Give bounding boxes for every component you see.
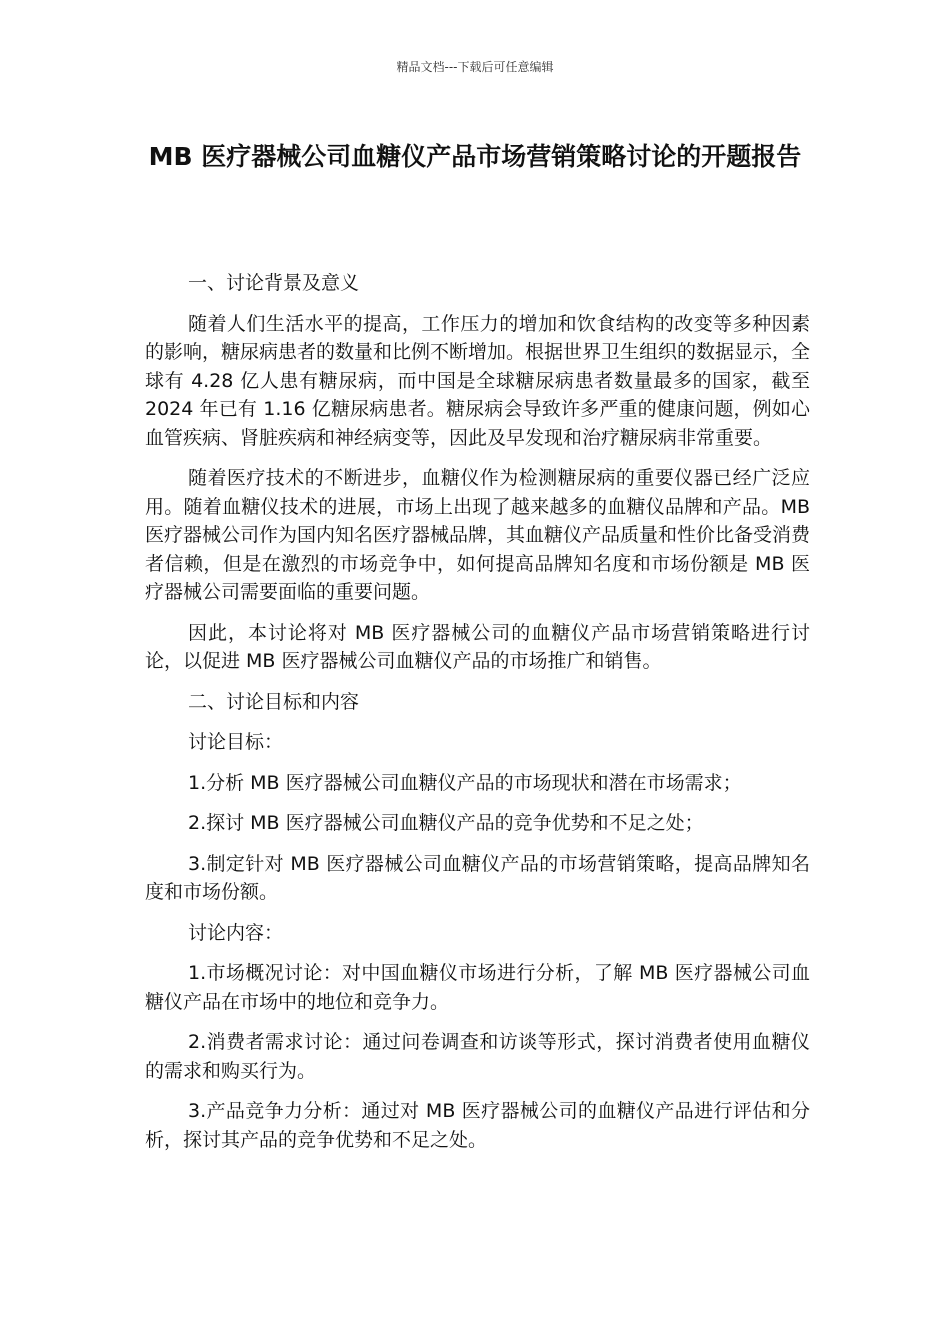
goals-label: 讨论目标： (188, 731, 284, 753)
content-item-3: 3.产品竞争力分析：通过对 MB 医疗器械公司的血糖仪产品进行评估和分析，探讨其产品的竞争优势和不足之处。 (145, 1100, 810, 1151)
content-item-1: 1.市场概况讨论：对中国血糖仪市场进行分析，了解 MB 医疗器械公司血糖仪产品在市场中的地位和竞争力。 (145, 962, 810, 1013)
goal-item-3: 3.制定针对 MB 医疗器械公司血糖仪产品的市场营销策略，提高品牌知名度和市场份额。 (145, 852, 810, 903)
content-item-2: 2.消费者需求讨论：通过问卷调查和访谈等形式，探讨消费者使用血糖仪的需求和购买行为。 (145, 1031, 810, 1082)
header-note: 精品文档---下载后可任意编辑 (396, 60, 554, 74)
section-heading-background: 一、讨论背景及意义 (188, 272, 360, 294)
section-heading-goals: 二、讨论目标和内容 (188, 690, 360, 713)
paragraph-background-3: 因此，本讨论将对 MB 医疗器械公司的血糖仪产品市场营销策略进行讨论，以促进 MB 医疗器械公司血糖仪产品的市场推广和销售。 (145, 621, 810, 672)
paragraph-background-2: 随着医疗技术的不断进步，血糖仪作为检测糖尿病的重要仪器已经广泛应用。随着血糖仪技术的进展，市场上出现了越来越多的血糖仪品牌和产品。MB 医疗器械公司作为国内知名医疗器械品牌，其血糖仪产品质量和性价比备受消费者信赖，但是在激烈的市场竞争中，如何提高品牌知名度和市场份额是 MB 医疗器械公司需要面临的重要问题。 (145, 467, 811, 603)
paragraph-background-1: 随着人们生活水平的提高，工作压力的增加和饮食结构的改变等多种因素的影响，糖尿病患者的数量和比例不断增加。根据世界卫生组织的数据显示，全球有 4.28 亿人患有糖尿病，而中国是全球糖尿病患者数量最多的国家，截至 2024 年已有 1.16 亿糖尿病患者。糖尿病会导致许多严重的健康问题，例如心血管疾病、肾脏疾病和神经病变等，因此及早发现和治疗糖尿病非常重要。 (145, 312, 811, 449)
document-title: MB 医疗器械公司血糖仪产品市场营销策略讨论的开题报告 (148, 142, 802, 171)
goal-item-2: 2.探讨 MB 医疗器械公司血糖仪产品的竞争优势和不足之处； (188, 812, 704, 834)
document-body (145, 269, 810, 1166)
content-label: 讨论内容： (188, 921, 284, 944)
goal-item-1: 1.分析 MB 医疗器械公司血糖仪产品的市场现状和潜在市场需求； (188, 771, 742, 794)
